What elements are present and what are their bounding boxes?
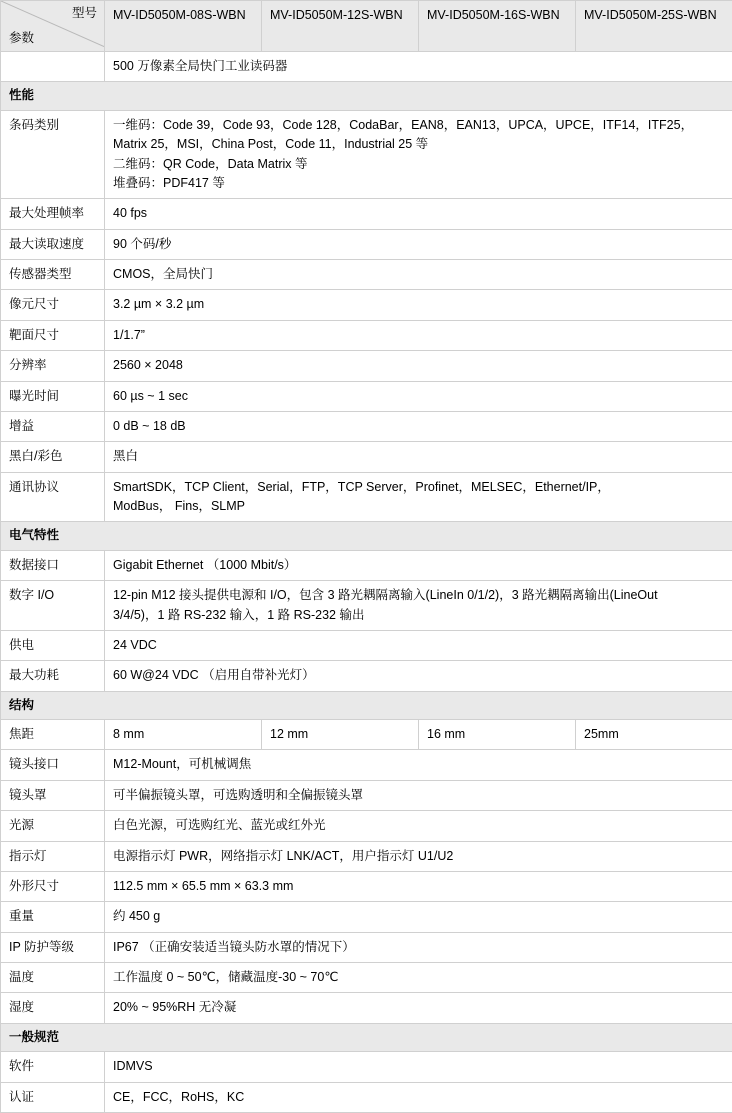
spec-row	[1, 351, 732, 381]
spec-label: 传感器类型	[1, 260, 105, 290]
subtitle-label-spacer	[1, 52, 105, 82]
spec-row	[1, 550, 732, 580]
spec-value	[105, 320, 732, 350]
spec-row	[1, 320, 732, 350]
spec-label: 认证	[1, 1082, 105, 1112]
section-title: 一般规范	[1, 1023, 732, 1051]
spec-value	[105, 811, 732, 841]
spec-row	[1, 750, 732, 780]
spec-value-line: 黑白	[113, 447, 725, 466]
spec-label: 供电	[1, 630, 105, 660]
spec-label: 最大功耗	[1, 661, 105, 691]
spec-label: 数据接口	[1, 550, 105, 580]
subtitle-row	[1, 52, 732, 82]
spec-label: 条码类别	[1, 110, 105, 199]
spec-value-line: 60 W@24 VDC （启用自带补光灯）	[113, 666, 725, 685]
model-header-cell: MV-ID5050M-12S-WBN	[262, 1, 419, 52]
spec-label: 重量	[1, 902, 105, 932]
model-header-cell: MV-ID5050M-16S-WBN	[419, 1, 576, 52]
table-header-row	[1, 1, 732, 52]
spec-value-line: 电源指示灯 PWR，网络指示灯 LNK/ACT，用户指示灯 U1/U2	[113, 847, 725, 866]
spec-label: 焦距	[1, 720, 105, 750]
spec-value-line: IP67 （正确安装适当镜头防水罩的情况下）	[113, 938, 725, 957]
spec-value	[105, 290, 732, 320]
spec-row	[1, 902, 732, 932]
spec-value	[105, 581, 732, 631]
spec-value-line: Gigabit Ethernet （1000 Mbit/s）	[113, 556, 725, 575]
spec-row	[1, 290, 732, 320]
model-header-cell: MV-ID5050M-25S-WBN	[576, 1, 732, 52]
spec-value-line: CE，FCC，RoHS，KC	[113, 1088, 725, 1107]
spec-label: 镜头罩	[1, 780, 105, 810]
spec-row	[1, 963, 732, 993]
spec-value	[105, 351, 732, 381]
spec-label: 外形尺寸	[1, 871, 105, 901]
spec-row	[1, 932, 732, 962]
spec-label: 最大处理帧率	[1, 199, 105, 229]
spec-value	[105, 199, 732, 229]
spec-label: 分辨率	[1, 351, 105, 381]
spec-value-line: 白色光源，可选购红光、蓝光或红外光	[113, 816, 725, 835]
spec-value	[105, 1052, 732, 1082]
spec-value	[105, 1082, 732, 1112]
spec-value	[105, 229, 732, 259]
section-title: 结构	[1, 691, 732, 719]
spec-label: 靶面尺寸	[1, 320, 105, 350]
spec-value	[105, 411, 732, 441]
spec-row	[1, 442, 732, 472]
spec-value-line: 90 个码/秒	[113, 235, 725, 254]
spec-label: 最大读取速度	[1, 229, 105, 259]
spec-label: 软件	[1, 1052, 105, 1082]
spec-label: 指示灯	[1, 841, 105, 871]
spec-value-line: 40 fps	[113, 204, 725, 223]
spec-row	[1, 110, 732, 199]
header-corner-model-label: 型号	[72, 4, 97, 23]
spec-label: IP 防护等级	[1, 932, 105, 962]
spec-label: 增益	[1, 411, 105, 441]
spec-value-line: 24 VDC	[113, 636, 725, 655]
model-header-cell: MV-ID5050M-08S-WBN	[105, 1, 262, 52]
spec-row	[1, 199, 732, 229]
spec-value: 16 mm	[419, 720, 576, 750]
spec-value-line: ModBus， Fins，SLMP	[113, 497, 725, 516]
spec-value	[105, 260, 732, 290]
spec-label: 通讯协议	[1, 472, 105, 522]
spec-row	[1, 260, 732, 290]
spec-row	[1, 1052, 732, 1082]
spec-value-line: 20% ~ 95%RH 无冷凝	[113, 998, 725, 1017]
spec-row	[1, 661, 732, 691]
spec-value	[105, 902, 732, 932]
spec-row	[1, 811, 732, 841]
spec-row	[1, 381, 732, 411]
spec-value-line: 二维码：QR Code，Data Matrix 等	[113, 155, 725, 174]
spec-row	[1, 871, 732, 901]
spec-value	[105, 110, 732, 199]
spec-value	[105, 630, 732, 660]
spec-value-line: 60 µs ~ 1 sec	[113, 387, 725, 406]
section-header-row	[1, 522, 732, 550]
spec-value	[105, 780, 732, 810]
spec-label: 曝光时间	[1, 381, 105, 411]
spec-label: 光源	[1, 811, 105, 841]
spec-value: 12 mm	[262, 720, 419, 750]
spec-value	[105, 871, 732, 901]
spec-value-line: CMOS，全局快门	[113, 265, 725, 284]
spec-value-line: 3.2 µm × 3.2 µm	[113, 295, 725, 314]
spec-value	[105, 550, 732, 580]
spec-label: 像元尺寸	[1, 290, 105, 320]
spec-value-line: 12-pin M12 接头提供电源和 I/O，包含 3 路光耦隔离输入(LineIn 0/1/2)，3 路光耦隔离输出(LineOut	[113, 586, 725, 605]
spec-value-line: IDMVS	[113, 1057, 725, 1076]
spec-value	[105, 750, 732, 780]
spec-row	[1, 581, 732, 631]
spec-value	[105, 381, 732, 411]
spec-value-line: 一维码：Code 39，Code 93，Code 128，CodaBar，EAN8，EAN13，UPCA，UPCE，ITF14，ITF25，Matrix 25，MSI，China Post，Code 11，Industrial 25 等	[113, 116, 725, 155]
spec-row	[1, 630, 732, 660]
spec-value-line: 可半偏振镜头罩，可选购透明和全偏振镜头罩	[113, 786, 725, 805]
spec-value	[105, 963, 732, 993]
spec-value-line: 112.5 mm × 65.5 mm × 63.3 mm	[113, 877, 725, 896]
product-subtitle: 500 万像素全局快门工业读码器	[105, 52, 732, 82]
spec-row	[1, 229, 732, 259]
section-title: 性能	[1, 82, 732, 110]
spec-value-line: 约 450 g	[113, 907, 725, 926]
section-header-row	[1, 691, 732, 719]
spec-value-line: SmartSDK，TCP Client，Serial，FTP，TCP Server，Profinet，MELSEC，Ethernet/IP，	[113, 478, 725, 497]
header-corner-cell	[1, 1, 105, 52]
spec-value-line: M12-Mount，可机械调焦	[113, 755, 725, 774]
spec-value	[105, 932, 732, 962]
spec-value	[105, 661, 732, 691]
spec-value	[105, 472, 732, 522]
spec-row	[1, 1082, 732, 1112]
spec-row	[1, 411, 732, 441]
section-title: 电气特性	[1, 522, 732, 550]
spec-label: 湿度	[1, 993, 105, 1023]
spec-value	[105, 841, 732, 871]
spec-label: 数字 I/O	[1, 581, 105, 631]
spec-value: 25mm	[576, 720, 732, 750]
spec-value-line: 工作温度 0 ~ 50℃，储藏温度-30 ~ 70℃	[113, 968, 725, 987]
spec-value-line: 3/4/5)，1 路 RS-232 输入，1 路 RS-232 输出	[113, 606, 725, 625]
spec-row	[1, 720, 732, 750]
spec-value	[105, 442, 732, 472]
spec-value-line: 堆叠码：PDF417 等	[113, 174, 725, 193]
section-header-row	[1, 1023, 732, 1051]
spec-value-line: 2560 × 2048	[113, 356, 725, 375]
spec-label: 黑白/彩色	[1, 442, 105, 472]
header-corner-param-label: 参数	[9, 29, 34, 48]
spec-label: 镜头接口	[1, 750, 105, 780]
spec-row	[1, 472, 732, 522]
spec-row	[1, 993, 732, 1023]
spec-row	[1, 780, 732, 810]
spec-value-line: 1/1.7”	[113, 326, 725, 345]
spec-label: 温度	[1, 963, 105, 993]
spec-value	[105, 993, 732, 1023]
section-header-row	[1, 82, 732, 110]
spec-row	[1, 841, 732, 871]
spec-value-line: 0 dB ~ 18 dB	[113, 417, 725, 436]
spec-value: 8 mm	[105, 720, 262, 750]
